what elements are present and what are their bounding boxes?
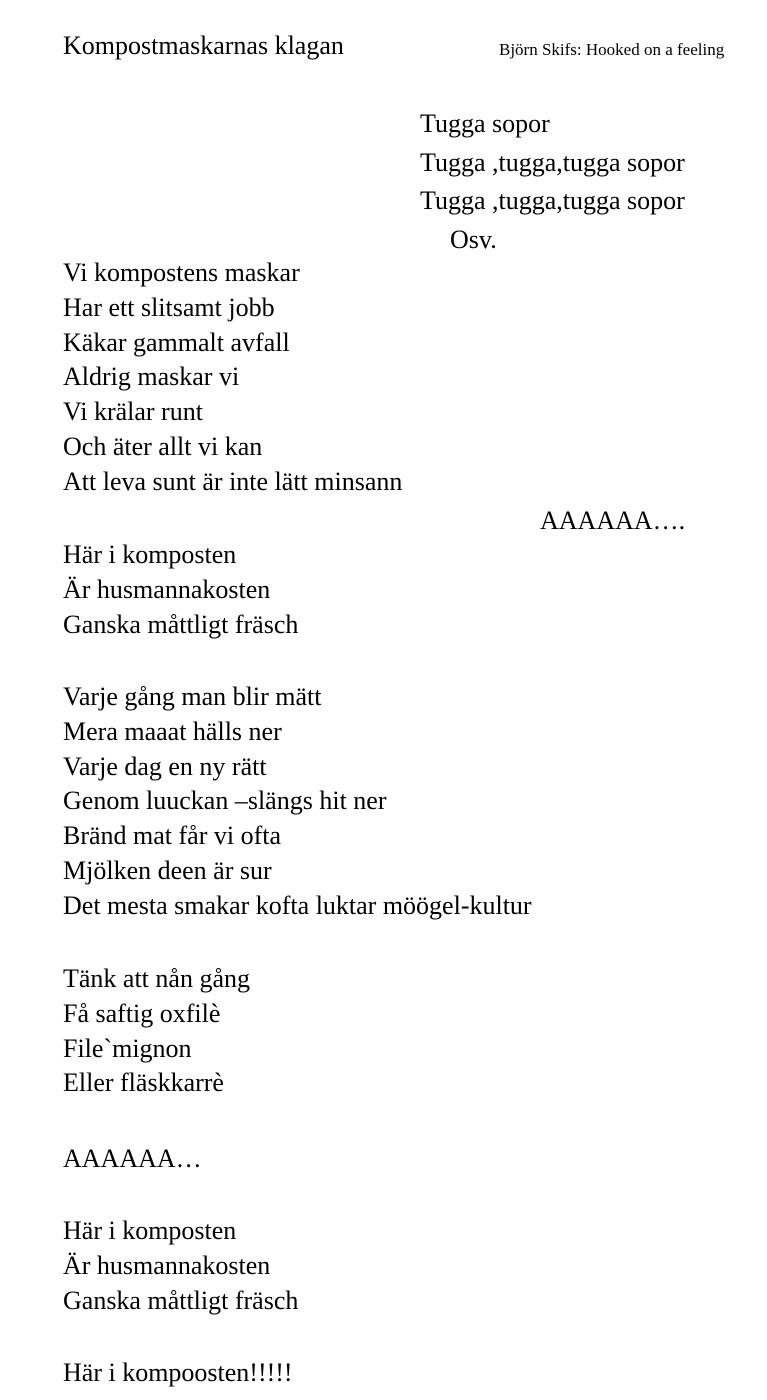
- intro-osv: Osv.: [450, 224, 497, 254]
- verse-line: Vi kompostens maskar: [63, 258, 300, 287]
- verse-line: Det mesta smakar kofta luktar möögel-kultur: [63, 890, 532, 920]
- verse-1: [63, 256, 402, 500]
- final-line: Här i kompoosten!!!!!: [63, 1358, 293, 1387]
- intro-line: Tugga ,tugga,tugga sopor: [420, 147, 685, 177]
- chorus-line: Ganska måttligt fräsch: [63, 609, 299, 639]
- verse-line: Tänk att nån gång: [63, 964, 250, 993]
- melody-credit: Björn Skifs: Hooked on a feeling: [499, 40, 725, 59]
- chorus-2: [63, 1214, 298, 1318]
- aaa-interlude-2: AAAAAA…: [63, 1144, 202, 1173]
- verse-line: Har ett slitsamt jobb: [63, 292, 275, 322]
- verse-line: Bränd mat får vi ofta: [63, 821, 282, 851]
- chorus-line: Här i komposten: [63, 1216, 237, 1245]
- verse-line: Mera maaat hälls ner: [63, 716, 282, 746]
- verse-line: Aldrig maskar vi: [63, 362, 240, 392]
- verse-line: Vi krälar runt: [63, 397, 203, 427]
- song-title: Kompostmaskarnas klagan: [63, 31, 344, 60]
- chorus-1: [63, 538, 298, 642]
- verse-2: [63, 680, 532, 924]
- chorus-line: Är husmannakosten: [63, 1250, 271, 1280]
- verse-line: Käkar gammalt avfall: [63, 327, 290, 357]
- chorus-line: Ganska måttligt fräsch: [63, 1285, 299, 1315]
- verse-line: Få saftig oxfilè: [63, 998, 221, 1028]
- intro-line: Tugga sopor: [420, 109, 550, 138]
- verse-line: Att leva sunt är inte lätt minsann: [63, 466, 403, 496]
- aaa-interlude-1: AAAAAA….: [540, 506, 686, 535]
- chorus-line: Här i komposten: [63, 540, 237, 569]
- verse-line: Genom luuckan –slängs hit ner: [63, 786, 387, 816]
- verse-3: [63, 962, 250, 1101]
- verse-line: File`mignon: [63, 1033, 192, 1063]
- verse-line: Och äter allt vi kan: [63, 431, 263, 461]
- verse-line: Varje gång man blir mätt: [63, 682, 322, 711]
- verse-line: Mjölken deen är sur: [63, 855, 272, 885]
- verse-line: Varje dag en ny rätt: [63, 751, 267, 781]
- intro-block: [420, 105, 685, 259]
- intro-line: Tugga ,tugga,tugga sopor: [420, 186, 685, 215]
- chorus-line: Är husmannakosten: [63, 574, 271, 604]
- verse-line: Eller fläskkarrè: [63, 1068, 224, 1098]
